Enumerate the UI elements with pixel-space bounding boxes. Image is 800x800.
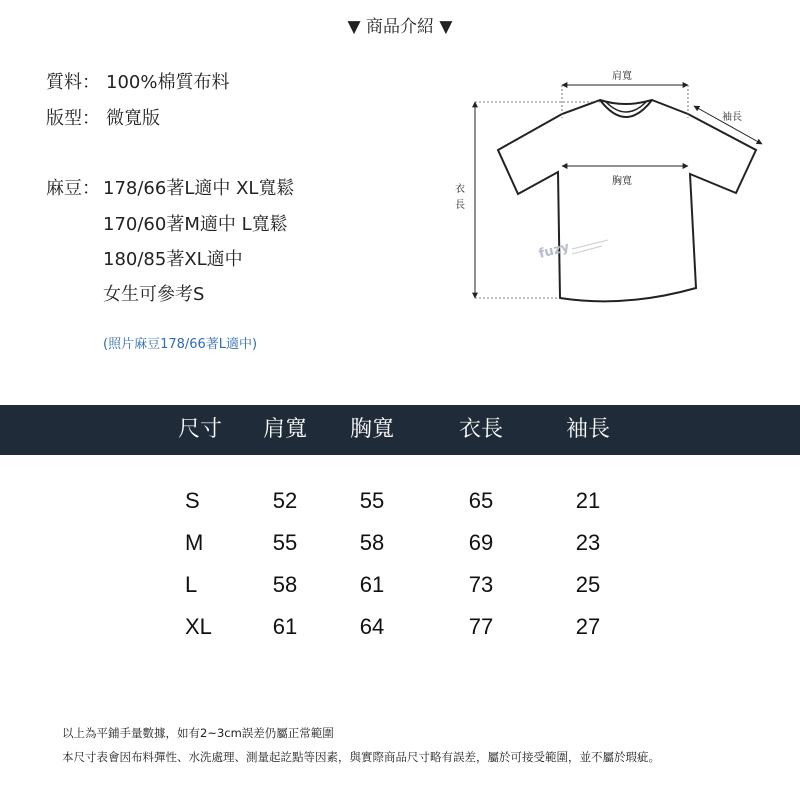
cell-chest: 61 <box>359 572 385 597</box>
tshirt-size-diagram <box>440 58 800 318</box>
cell-chest: 64 <box>359 614 385 639</box>
cell-sleeve: 27 <box>575 614 601 639</box>
length-label-2: 長 <box>455 200 465 211</box>
cell-chest: 58 <box>359 530 385 555</box>
cell-size: L <box>185 572 198 597</box>
cell-chest: 55 <box>359 488 385 513</box>
tshirt-outline <box>498 100 756 301</box>
spec-fit-label: 版型： <box>46 108 100 129</box>
table-row <box>0 572 800 612</box>
cell-shoulder: 52 <box>272 488 298 513</box>
cell-shoulder: 55 <box>272 530 298 555</box>
cell-size: XL <box>185 614 212 639</box>
cell-sleeve: 21 <box>575 488 601 513</box>
cell-length: 69 <box>468 530 494 555</box>
col-header-sleeve: 袖長 <box>565 417 611 442</box>
cell-length: 73 <box>468 572 494 597</box>
col-header-chest: 胸寬 <box>349 417 395 442</box>
col-header-length: 衣長 <box>458 417 504 442</box>
model-label: 麻豆： <box>46 178 100 199</box>
cell-size: S <box>185 488 200 513</box>
table-row <box>0 488 800 528</box>
chest-label: 胸寬 <box>612 176 632 187</box>
footnote-measurement: 以上為平鋪手量數據，如有2~3cm誤差仍屬正常範圍 <box>62 726 334 740</box>
sleeve-label: 袖長 <box>722 112 742 123</box>
col-header-shoulder: 肩寬 <box>262 417 308 442</box>
size-table-header <box>0 405 800 455</box>
cell-sleeve: 25 <box>575 572 601 597</box>
cell-length: 77 <box>468 614 494 639</box>
cell-shoulder: 58 <box>272 572 298 597</box>
model-line: 180/85著XL適中 <box>103 249 243 270</box>
cell-size: M <box>185 530 204 555</box>
col-header-size: 尺寸 <box>177 417 223 442</box>
table-row <box>0 614 800 654</box>
model-line: 178/66著L適中 XL寬鬆 <box>103 178 295 199</box>
cell-shoulder: 61 <box>272 614 298 639</box>
spec-material <box>46 68 229 94</box>
model-line: 170/60著M適中 L寬鬆 <box>103 214 288 235</box>
footnote-disclaimer: 本尺寸表會因布料彈性、水洗處理、測量起訖點等因素，與實際商品尺寸略有誤差，屬於可接受範圍，並不屬於瑕疵。 <box>62 750 660 764</box>
shoulder-label: 肩寬 <box>612 71 632 82</box>
spec-material-value: 100%棉質布料 <box>106 72 230 93</box>
length-label-1: 衣 <box>455 184 465 195</box>
table-row <box>0 530 800 570</box>
spec-fit-value: 微寬版 <box>106 108 160 129</box>
section-title: ▼ 商品介紹 ▼ <box>347 17 453 37</box>
spec-material-label: 質料： <box>46 72 100 93</box>
cell-sleeve: 23 <box>575 530 601 555</box>
spec-fit <box>46 104 160 130</box>
brand-watermark: fuzy <box>537 239 572 262</box>
photo-note: (照片麻豆178/66著L適中) <box>103 337 258 352</box>
cell-length: 65 <box>468 488 494 513</box>
model-line: 女生可參考S <box>103 284 205 305</box>
